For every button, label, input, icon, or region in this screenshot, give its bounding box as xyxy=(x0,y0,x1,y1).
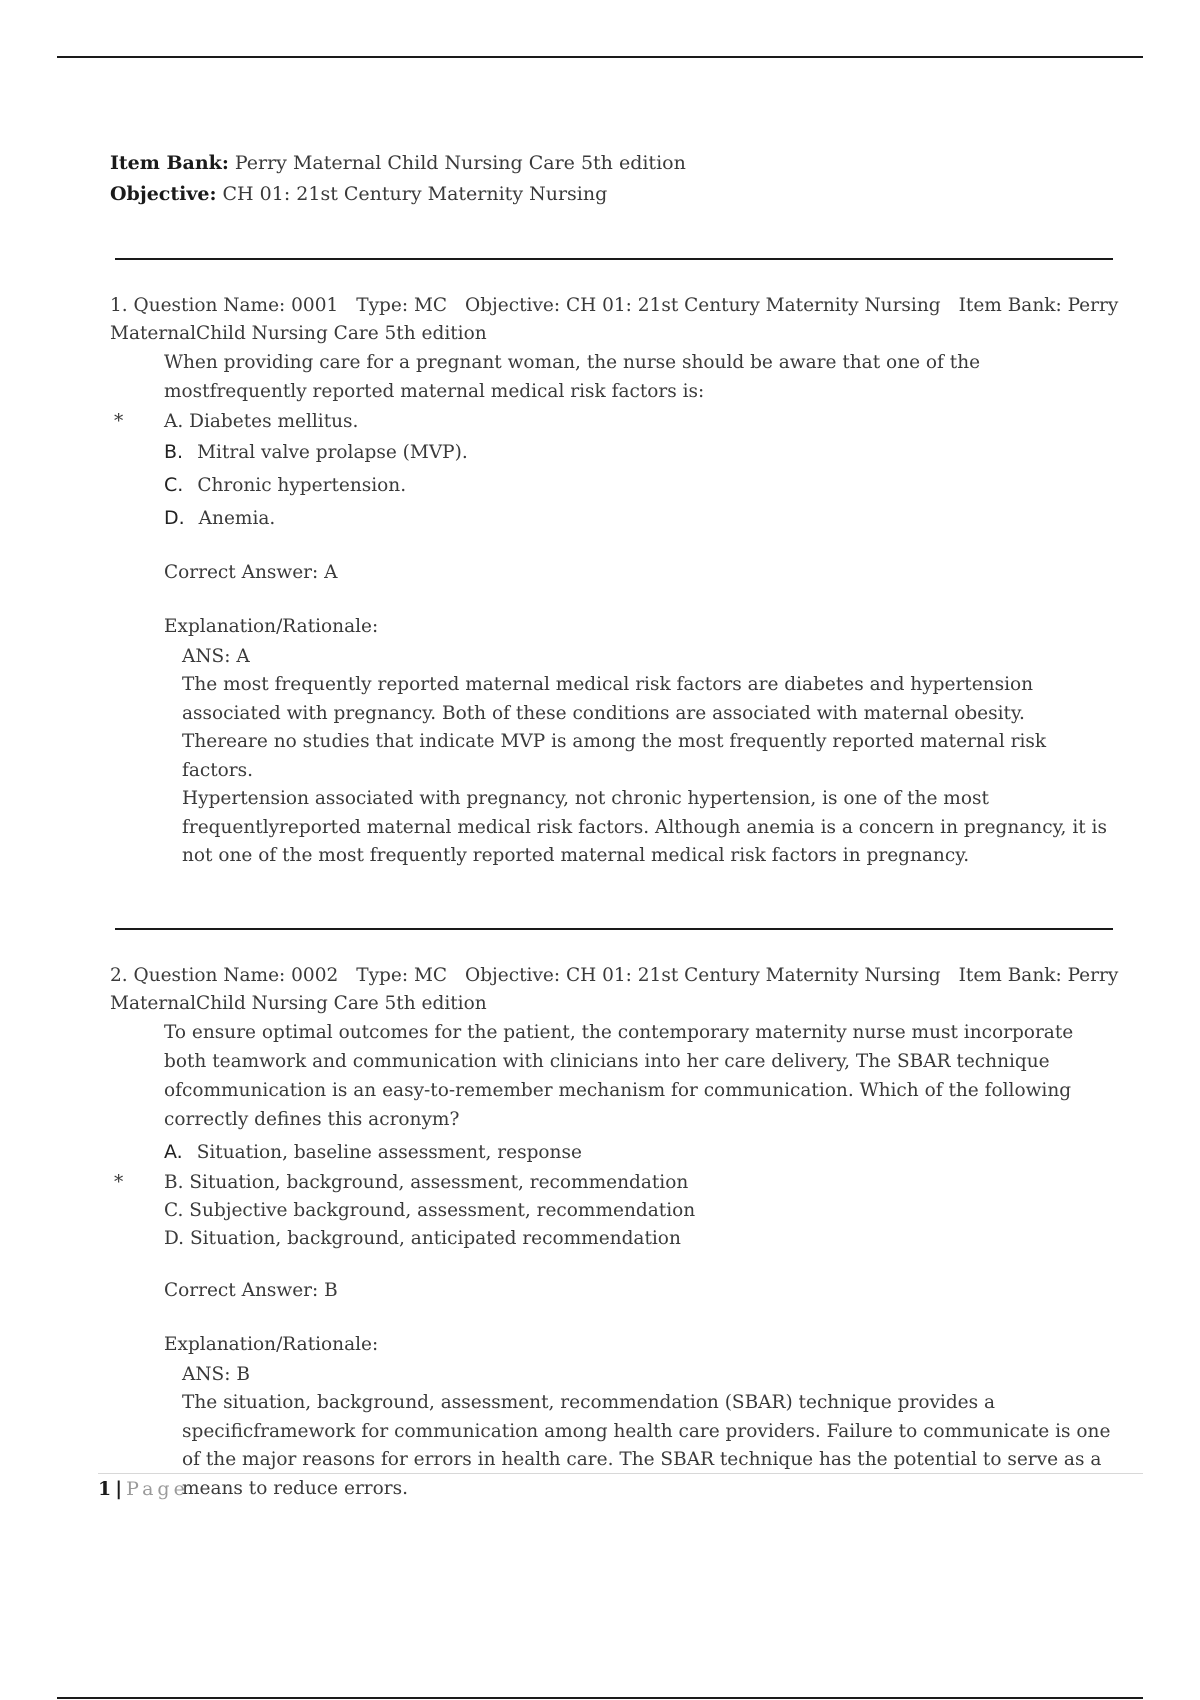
option-letter: C. xyxy=(164,1200,184,1221)
option-text: Anemia. xyxy=(198,508,276,529)
question-type: Type: MC xyxy=(356,965,448,986)
document-header xyxy=(110,148,686,210)
explanation-ans: ANS: A xyxy=(182,646,250,667)
explanation-text xyxy=(182,671,1112,871)
question-stem: When providing care for a pregnant woman, the nurse should be aware that one of the mostfrequently reported maternal medical risk factors is: xyxy=(164,352,981,402)
explanation-label: Explanation/Rationale: xyxy=(164,616,379,637)
option-text: Diabetes mellitus. xyxy=(189,411,359,432)
options-list xyxy=(110,1136,1120,1253)
objective-value: CH 01: 21st Century Maternity Nursing xyxy=(222,183,608,205)
option-letter: A. xyxy=(164,411,184,432)
option-letter: D. xyxy=(164,1228,185,1249)
objective-label: Objective: xyxy=(110,183,217,205)
question-2 xyxy=(110,962,1120,1503)
question-item-bank: Item Bank: Perry xyxy=(958,965,1119,986)
correct-marker: * xyxy=(114,1172,124,1193)
correct-answer: Correct Answer: A xyxy=(164,562,338,583)
page-label: Page xyxy=(126,1478,189,1500)
question-divider xyxy=(115,928,1113,930)
item-bank-value: Perry Maternal Child Nursing Care 5th edition xyxy=(234,152,686,174)
option-c xyxy=(110,1197,1120,1225)
top-rule xyxy=(57,56,1143,58)
page-separator: | xyxy=(115,1478,123,1500)
question-item-bank-cont: MaternalChild Nursing Care 5th edition xyxy=(110,993,487,1014)
item-bank-label: Item Bank: xyxy=(110,152,229,174)
question-meta xyxy=(110,292,1120,320)
question-meta xyxy=(110,962,1120,990)
option-letter: B. xyxy=(164,1172,184,1193)
objective-line xyxy=(110,179,686,210)
option-d xyxy=(110,502,1120,535)
explanation-ans: ANS: B xyxy=(182,1364,250,1385)
explanation-paragraph: Hypertension associated with pregnancy, not chronic hypertension, is one of the most frequentlyreported maternal medical risk factors. Although anemia is a concern in pregnancy, it is not one of the most frequently reported maternal medical risk factors in pregnancy. xyxy=(182,788,1107,866)
option-letter: B. xyxy=(164,441,184,463)
question-objective: Objective: CH 01: 21st Century Maternity Nursing xyxy=(465,965,941,986)
explanation-text xyxy=(182,1389,1112,1503)
bottom-rule xyxy=(57,1697,1143,1699)
option-b xyxy=(110,436,1120,469)
option-text: Mitral valve prolapse (MVP). xyxy=(197,442,468,463)
question-item-bank-cont: MaternalChild Nursing Care 5th edition xyxy=(110,323,487,344)
explanation-paragraph: The situation, background, assessment, recommendation (SBAR) technique provides a specificframework for communication among health care providers. Failure to communicate is one of the major reasons for errors in health care. The SBAR technique has the potential to serve as a means to reduce errors. xyxy=(182,1392,1111,1499)
option-letter: A. xyxy=(164,1141,183,1163)
item-bank-line xyxy=(110,148,686,179)
page-number: 1 xyxy=(98,1478,112,1500)
option-a xyxy=(110,1136,1120,1169)
option-text: Situation, baseline assessment, response xyxy=(196,1142,582,1163)
options-list xyxy=(110,408,1120,535)
page-footer xyxy=(98,1478,189,1500)
question-name: 2. Question Name: 0002 xyxy=(110,965,339,986)
option-a xyxy=(110,408,1120,436)
option-d xyxy=(110,1225,1120,1253)
question-name: 1. Question Name: 0001 xyxy=(110,295,339,316)
option-letter: D. xyxy=(164,507,185,529)
question-divider xyxy=(115,258,1113,260)
option-letter: C. xyxy=(164,474,184,496)
question-item-bank: Item Bank: Perry xyxy=(958,295,1119,316)
question-1 xyxy=(110,292,1120,871)
question-stem: To ensure optimal outcomes for the patient, the contemporary maternity nurse must incorporate both teamwork and communication with clinicians into her care delivery, The SBAR technique ofcommunication is an easy-to-remember mechanism for communication. Which of the following correctly defines this acronym? xyxy=(164,1022,1074,1130)
question-objective: Objective: CH 01: 21st Century Maternity Nursing xyxy=(465,295,941,316)
footer-rule xyxy=(98,1473,1143,1474)
option-text: Subjective background, assessment, recommendation xyxy=(189,1200,696,1221)
correct-marker: * xyxy=(114,411,124,432)
option-b xyxy=(110,1169,1120,1197)
question-type: Type: MC xyxy=(356,295,448,316)
correct-answer: Correct Answer: B xyxy=(164,1280,338,1301)
explanation-label: Explanation/Rationale: xyxy=(164,1334,379,1355)
option-text: Chronic hypertension. xyxy=(197,475,407,496)
option-text: Situation, background, assessment, recommendation xyxy=(189,1172,689,1193)
option-c xyxy=(110,469,1120,502)
explanation-paragraph: The most frequently reported maternal medical risk factors are diabetes and hypertension associated with pregnancy. Both of these conditions are associated with maternal obesity. Thereare no studies that indicate MVP is among the most frequently reported maternal risk factors. xyxy=(182,674,1047,781)
option-text: Situation, background, anticipated recommendation xyxy=(189,1228,681,1249)
